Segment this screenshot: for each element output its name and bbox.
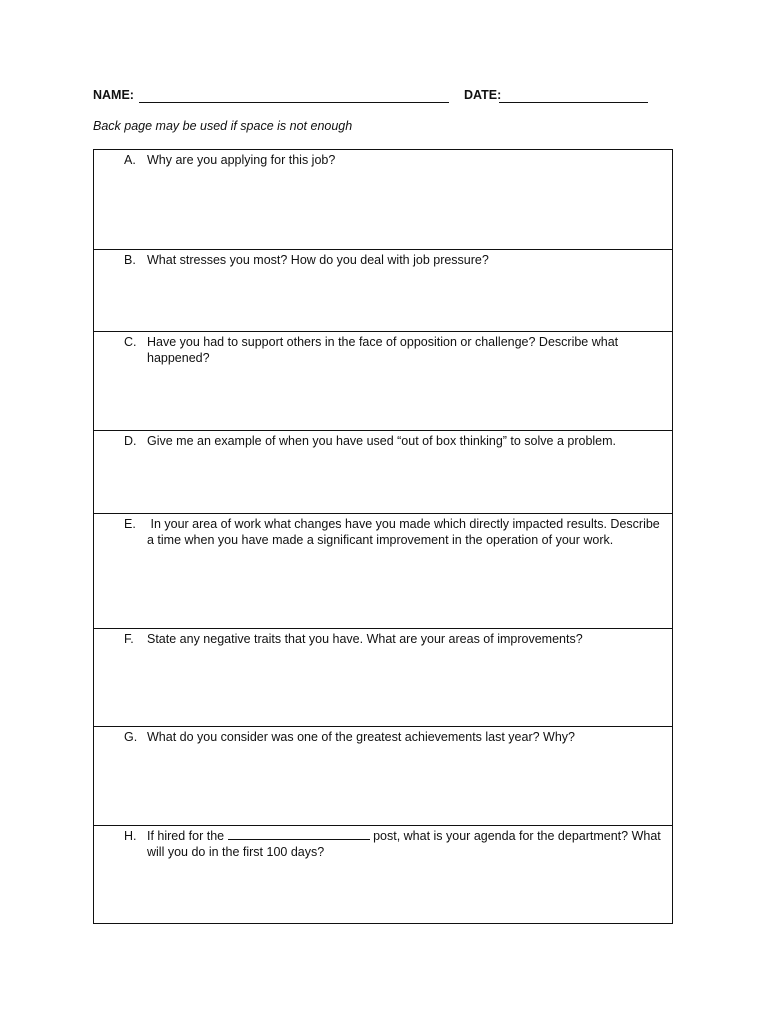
question-text-before: If hired for the [147,829,228,843]
question-letter: F. [124,632,134,646]
question-row-g[interactable] [94,726,672,825]
date-field-line[interactable] [499,102,648,103]
post-title-blank[interactable] [228,828,370,840]
instruction-note: Back page may be used if space is not enough [93,119,353,133]
question-text: Have you had to support others in the face of opposition or challenge? Describe what happened? [147,335,619,365]
question-letter: B. [124,253,136,267]
question-text [147,828,662,860]
question-letter: E. [124,517,136,531]
question-text: What stresses you most? How do you deal with job pressure? [147,253,489,267]
name-label: NAME: [93,88,134,102]
question-text-after: post, what is your agenda for the department? What will you do in the first 100 days? [147,829,661,859]
question-letter: A. [124,153,136,167]
question-row-h[interactable] [94,825,672,923]
question-row-c[interactable] [94,331,672,430]
question-letter: G. [124,730,138,744]
header-row [93,88,653,106]
name-field-line[interactable] [139,102,449,103]
question-row-a[interactable] [94,150,672,249]
question-letter: H. [124,829,137,843]
question-text: State any negative traits that you have. What are your areas of improvements? [147,632,583,646]
question-text: Why are you applying for this job? [147,153,336,167]
question-row-b[interactable] [94,249,672,331]
question-letter: D. [124,434,137,448]
question-text: Give me an example of when you have used “out of box thinking” to solve a problem. [147,434,617,448]
question-row-f[interactable] [94,628,672,726]
questions-table [93,149,673,924]
date-label: DATE: [464,88,502,102]
question-row-d[interactable] [94,430,672,513]
question-text: In your area of work what changes have you made which directly impacted results. Describe a time when you have made a significant improvement in the operation of your work. [147,517,664,547]
question-row-e[interactable] [94,513,672,628]
question-letter: C. [124,335,137,349]
question-text: What do you consider was one of the greatest achievements last year? Why? [147,730,576,744]
